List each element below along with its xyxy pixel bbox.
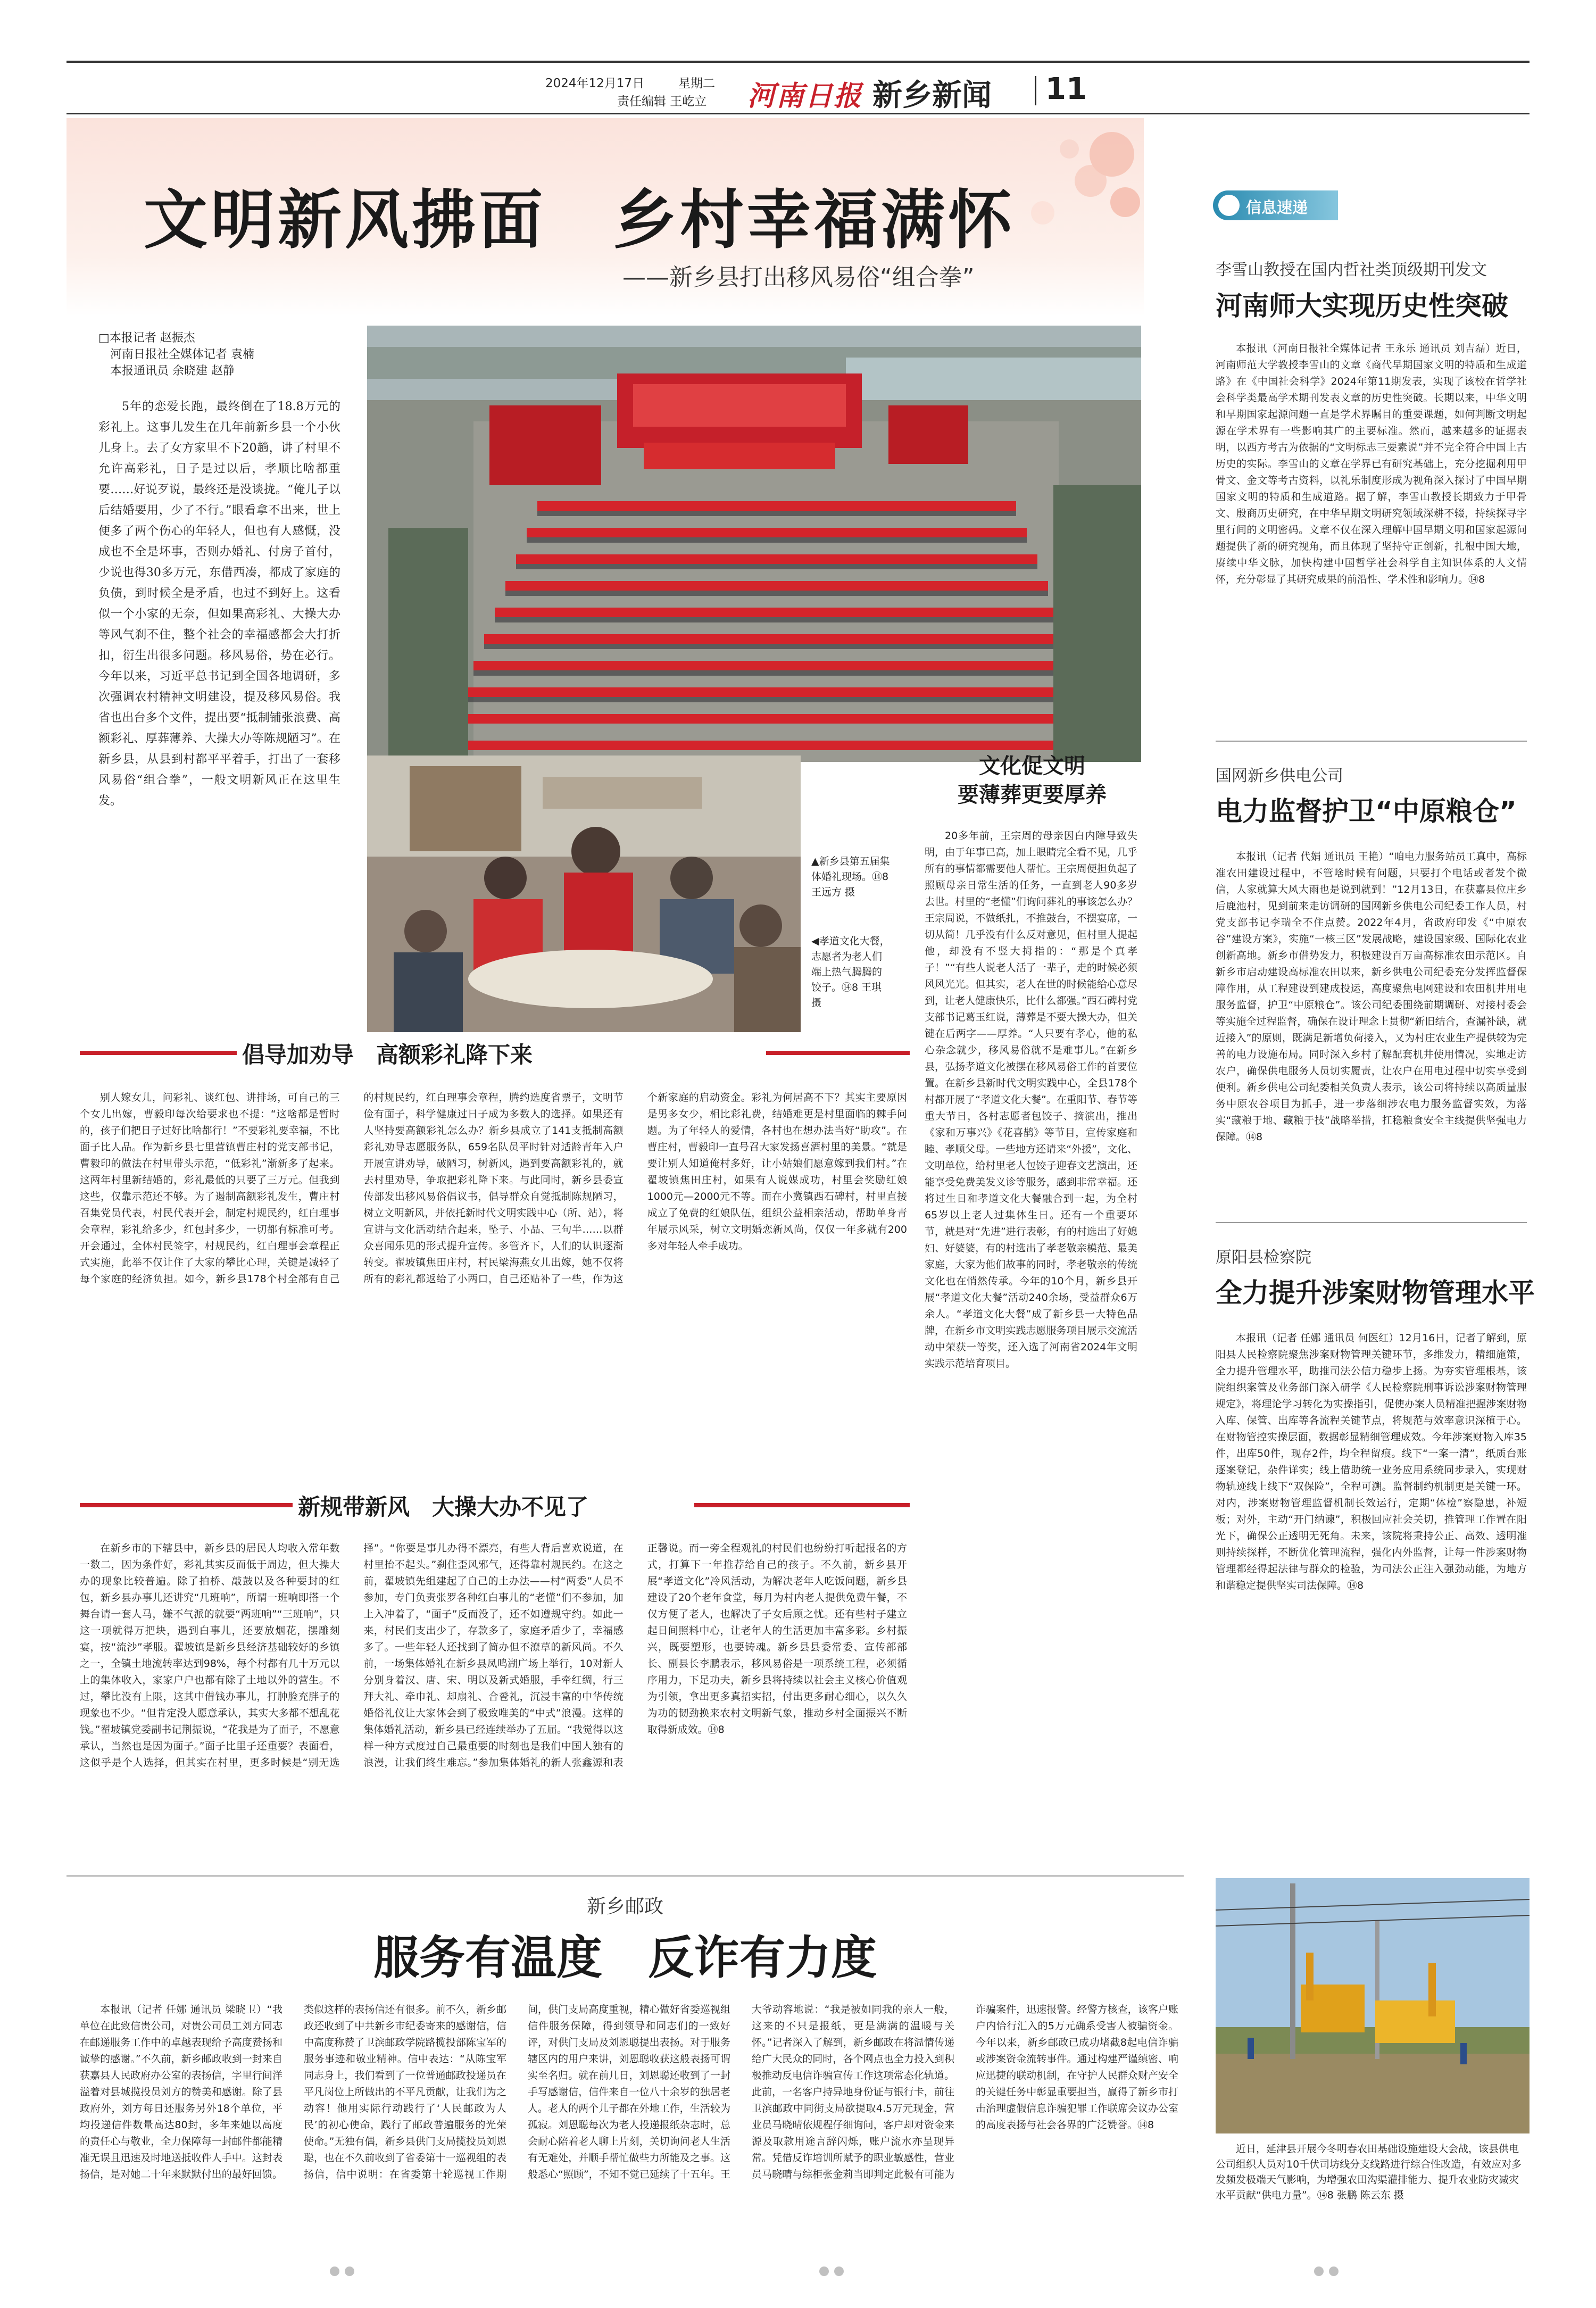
sidebar-banner	[1213, 190, 1338, 220]
sidebar-item-2-title: 电力监督护卫“中原粮仓”	[1216, 796, 1517, 827]
byline-line-2: 河南日报社全媒体记者 袁楠	[110, 348, 254, 361]
sidebar-item-3-kicker: 原阳县检察院	[1216, 1248, 1311, 1267]
culture-section-subtitle: 要薄葬更要厚养	[958, 783, 1107, 807]
postal-headline: 服务有温度 反诈有力度	[373, 1931, 877, 1985]
feature-headline: 文明新风拂面 乡村幸福满怀	[144, 182, 1015, 258]
sidebar-item-2-kicker: 国网新乡供电公司	[1216, 767, 1343, 785]
new-rules-title-bar-left	[80, 1503, 293, 1507]
new-rules-section-body: 在新乡市的下辖县中，新乡县的居民人均收入常年数一数二，因为条件好，彩礼其实反而低于周边，但大操大办的现象比较普遍。除了拍桥、敲鼓以及各种要封的红包，新乡县办事儿还讲究“几班响”，所谓一班响即搭一个舞台请一套人马，嫌不气派的就要“两班响”“三班响”，只这一项就得万把块，遇到白事儿，还要放烟花，摆雕刻宴，按“流沙”孝服。翟坡镇是新乡县经济基础较好的乡镇之一，全镇土地流转率达到98%，每个村都有几十万元以上的集体收入，家家户户也都有除了土地以外的营生。不过，攀比没有上限，这其中借钱办事儿，打肿脸充胖子的现象也不少。“但肯定没人愿意承认，其实大多都不想乱花钱。”翟坡镇党委副书记荆振说，“花我是为了面子，不愿意承认，当然也是因为面子。”面子比里子还重要？表面看，这似乎是个人选择，但其实在村里，更多时候是“别无选择”。“你要是事儿办得不漂亮，有些人背后喜欢说道，在村里抬不起头。”刹住歪风邪气，还得靠村规民约。在这之前，翟坡镇先组建起了自己的土办法——村“两委”人员不参加，专门负责张罗各种红白事儿的“老懂”们不参加，加上入冲着了，“面子”反而没了，还不如遵规守约。如此一来，村民们支出少了，存款多了，家庭矛盾少了，幸福感多了。一些年轻人还找到了简办但不潦草的新风尚。不久前，一场集体婚礼在新乡县凤鸣湖广场上举行，10对新人分别身着汉、唐、宋、明以及新式婚服，手牵红绸，行三拜大礼、牵巾礼、却扇礼、合卺礼，沉浸丰富的中华传统婚俗礼仪让大家体会到了极致唯美的“中式”浪漫。这样的集体婚礼活动，新乡县已经连续举办了五届。“我觉得以这样一种方式度过自己最重要的时刻也是我们中国人独有的浪漫，让我们终生难忘。”参加集体婚礼的新人张鑫源和表正馨说。而一旁全程观礼的村民们也纷纷打听起报名的方式，打算下一年推荐给自己的孩子。不久前，新乡县开展“孝道文化”冷风活动，为解决老年人吃饭问题，新乡县建设了20个老年食堂，每月为村内老人提供免费午餐，不仅方便了老人，也解决了子女后顾之忧。还有些村子建立起日间照料中心，让老年人的生活更加丰富多彩。乡村振兴，既要塑形，也要铸魂。新乡县县委常委、宣传部部长、副县长李鹏表示，移风易俗是一项系统工程，必须循序用力，下足功夫，新乡县将持续以社会主义核心价值观为引领，拿出更多真招实招，付出更多耐心细心，以久久为功的韧劲换来农村文明新气象，推动乡村全面振兴不断取得新成效。⑭8	[80, 1542, 907, 1769]
culture-section-title: 文化促文明	[979, 754, 1085, 778]
sidebar-rule-2	[1216, 1222, 1527, 1223]
paper-logo: 河南日报	[747, 80, 863, 112]
byline-line-3: 本报通讯员 余晓建 赵静	[110, 364, 235, 378]
footer-dots-left	[330, 2267, 354, 2278]
feature-subhead: ——新乡县打出移风易俗“组合拳”	[622, 264, 975, 291]
power-line-photo	[1216, 1878, 1530, 2133]
sidebar-item-1-title: 河南师大实现历史性突破	[1216, 290, 1508, 321]
bride-price-title-bar-right	[766, 1051, 910, 1055]
bride-price-section-title: 倡导加劝导 高额彩礼降下来	[242, 1042, 533, 1068]
masthead-rule	[66, 113, 1530, 114]
power-line-photo-caption: 近日，延津县开展今冬明春农田基础设施建设大会战，该县供电公司组织人员对10千伏司坊线分支线路进行综合性改造，有效应对多发频发极端天气影响，为增强农田沟渠灌排能力、提升农业防灾减灾水平贡献“供电力量”。⑭8 张鹏 陈云东 摄	[1216, 2143, 1522, 2201]
dumpling-photo-caption: ◀孝道文化大餐，志愿者为老人们端上热气腾腾的饺子。⑭8 王琪 摄	[811, 935, 890, 1009]
postal-body: 本报讯（记者 任娜 通讯员 梁晓卫）“我单位在此致信贵公司，对贵公司员工刘方同志在邮递服务工作中的卓越表现给予高度赞扬和诚挚的感谢。”不久前，新乡邮政收到一封来自获嘉县人民政府办公室的表扬信，字里行间洋溢着对县城揽投员刘方的赞美和感谢。除了县政府外，刘方每日还服务另外18个单位，平均投递信件数量高达80封，多年来她以高度的责任心与敬业，全力保障每一封邮件都能精准无误且迅速及时地送抵收件人手中。这封表扬信，是对她二十年来默默付出的最好回馈。类似这样的表扬信还有很多。前不久，新乡邮政还收到了中共新乡市纪委寄来的感谢信，信中高度称赞了卫滨邮政学院路揽投部陈宝军的服务事迹和敬业精神。信中表达：“从陈宝军同志身上，我们看到了一位普通邮政投递员在平凡岗位上所做出的不平凡贡献，让我们为之动容！他用实际行动践行了‘人民邮政为人民’的初心使命，践行了邮政普遍服务的光荣使命。”无独有偶，新乡县供门支局揽投员刘恩聪，也在不久前收到了省委第十一巡视组的表扬信，信中说明：在省委第十轮巡视工作期间，供门支局高度重视，精心做好省委巡视组信件服务保障，得到领导和同志们的一致好评，对供门支局及刘恩聪提出表扬。对于服务辖区内的用户来讲，刘恩聪收获这般表扬可谓实至名归。就在前几日，刘恩聪还收到了一封手写感谢信，信件来自一位八十余岁的独居老人。老人的两个儿子都在外地工作，生活较为孤寂。刘恩聪每次为老人投递报纸杂志时，总会耐心陪着老人聊上片刻，关切询问老人生活有无难处，并顺手帮忙做些力所能及之事。这般悉心“照顾”，不知不觉已延续了十五年。王大爷动容地说：“我是被如同我的亲人一般，这来的不只是报纸，更是满满的温暖与关怀。”记者深入了解到，新乡邮政在将温情传递给广大民众的同时，各个网点也全力投入到积极推动反电信诈骗宣传工作这项常态化轨道。此前，一名客户持异地身份证与银行卡，前往卫滨邮政中同街支局欲提取4.5万元现金，营业员马晓晴依规程仔细询问，客户却对资金来源及取款用途言辞闪烁，账户流水亦呈现异常。凭借反诈培训所赋予的职业敏感性，营业员马晓晴与综柜张金莉当即判定此极有可能为诈骗案件，迅速报警。经警方核查，该客户账户内恰行汇入的5万元确系受害人被骗资金。今年以来，新乡邮政已成功堵截8起电信诈骗或涉案资金流转事件。通过构建严谨缜密、响应迅捷的联动机制，在守护人民群众财产安全的关键任务中彰显重要担当，赢得了新乡市打击治理虚假信息诈骗犯罪工作联席会议办公室的高度表扬与社会各界的广泛赞誉。⑭8	[80, 2004, 1178, 2180]
footer-dots-right	[1314, 2267, 1339, 2278]
postal-top-rule	[66, 1875, 1184, 1877]
sidebar-item-1-kicker: 李雪山教授在国内哲社类顶级期刊发文	[1216, 261, 1487, 279]
masthead-divider	[1035, 76, 1036, 105]
sidebar-item-2-body: 本报讯（记者 代娟 通讯员 王艳）“咱电力服务站员工真中，高标准农田建设过程中，不管啥时候有问题，只要打个电话或者发个微信，人家就算大风大雨也是说到就到！”12月13日，在获嘉县位庄乡后鹿池村，见到前来走访调研的国网新乡供电公司纪委工作人员，村党支部书记李瑞全不住点赞。2022年4月，省政府印发《“中原农谷”建设方案》，实施“一核三区”发展战略，建设国家级、国际化农业创新高地。新乡市借势发力，积极建设百万亩高标准农田示范区。自新乡市启动建设高标准农田以来，新乡供电公司纪委充分发挥监督保障作用，从工程建设到建成投运，高度聚焦电网建设和农田机井用电服务监督，护卫“中原粮仓”。该公司纪委围绕前期调研、对接村委会等实施全过程监督，确保在设计理念上贯彻“新旧结合，查漏补缺，就近接入”的原则，既满足新增负荷接入，又为村庄农业生产提供较为完善的电力设施布局。同时深入乡村了解配套机井使用情况，实地走访农户，确保供电服务人员切实履责，让农户在用电过程中切实享受到便利。新乡供电公司纪委相关负责人表示，该公司将持续以高质量服务中原农谷项目为抓手，进一步落细涉农电力服务监督实效，为落实“藏粮于地、藏粮于技”战略举措，扛稳粮食安全主线提供坚强电力保障。⑭8	[1216, 851, 1527, 1143]
issue-date: 2024年12月17日	[545, 77, 645, 90]
wedding-photo-caption: ▲新乡县第五届集体婚礼现场。⑭8 王远方 摄	[811, 856, 890, 898]
culture-section-body: 20多年前，王宗周的母亲因白内障导致失明，由于年事已高，加上眼睛完全看不见，几乎所有的事情都需要他人帮忙。王宗周便担负起了照顾母亲日常生活的任务，一直到老人90多岁去世。村里的“老懂”们询问葬礼的事该怎么办？王宗周说，不做纸扎，不推鼓台，不摆宴席，一切从简！几乎没有什么反对意见，但村里人提起他，却没有不竖大拇指的：“那是个真孝子！”“有些人说老人活了一辈子，走的时候必须风风光光。但其实，老人在世的时候能给心意尽到，让老人健康快乐，比什么都强。”西石碑村党支部书记葛玉红说，薄葬是不要大操大办，但关键在后两字——厚养。“人只要有孝心，他的私心杂念就少，移风易俗就不是难事儿。”在新乡县，弘扬孝道文化被摆在移风易俗工作的首要位置。在新乡县新时代文明实践中心，全县178个村都开展了“孝道文化大餐”。在重阳节、春节等重大节日，各村志愿者包饺子、摘演出，推出《家和万事兴》《花喜鹊》等节目，宣传家庭和睦、孝顺父母。一些地方还请来“外援”，文化、文明单位，给村里老人包饺子迎春文艺演出，还能享受免费美发义诊等服务，感到非常幸福。还将过生日和孝道文化大餐融合到一起，为全村65岁以上老人过集体生日。还有一个重要环节，就是对“先进”进行表彰，有的村选出了好媳妇、好婆婆，有的村选出了孝老敬亲模范、最美家庭，大家为他们故事的同时，孝老敬亲的传统文化也在悄然传承。今年的10个月，新乡县开展“孝道文化大餐”活动240余场，受益群众6万余人。“孝道文化大餐”成了新乡县一大特色品牌，在新乡市文明实践志愿服务项目展示交流活动中荣获一等奖，还入选了河南省2024年文明实践示范培育项目。	[925, 830, 1137, 1369]
sidebar-item-3-body: 本报讯（记者 任娜 通讯员 何医红）12月16日，记者了解到，原阳县人民检察院聚焦涉案财物管理关键环节，多维发力，精细施策，全力提升管理水平，助推司法公信力稳步上扬。为夯实管理根基，该院组织案管及业务部门深入研学《人民检察院刑事诉讼涉案财物管理规定》，将理论学习转化为实操指引，促使办案人员精准把握涉案财物入库、保管、出库等各流程关键节点，将规范与效率意识深植于心。在财物管控实操层面，数据彰显精细管理成效。今年涉案财物入库35件，出库50件，现存2件，均全程留痕。线下“一案一清”，纸质台账逐案登记，杂件详实；线上借助统一业务应用系统同步录入，实现财物轨迹线上线下“双保险”，全程可溯。监督制约机制更是关键一环。对内，涉案财物管理监督机制长效运行，定期“体检”察隐患，补短板；对外，主动“开门纳谏”，积极回应社会关切，推管理工作置在阳光下，确保公正透明无死角。未来，该院将秉持公正、高效、透明准则持续探样，不断优化管理流程，强化内外监督，让每一件涉案财物管理都经得起法律与群众的检验，为司法公正注入强劲动能，为地方和谐稳定提供坚实司法保障。⑭8	[1216, 1332, 1527, 1591]
decorative-flowers	[1011, 122, 1144, 261]
bride-price-title-bar-left	[80, 1051, 237, 1055]
byline	[98, 330, 254, 379]
new-rules-section-title: 新规带新风 大操大办不见了	[298, 1494, 589, 1520]
byline-line-1: □本报记者 赵振杰	[98, 331, 195, 345]
sidebar-item-3-title: 全力提升涉案财物管理水平	[1216, 1277, 1535, 1308]
section-name: 新乡新闻	[872, 78, 992, 113]
dumpling-volunteers-photo	[367, 756, 801, 1032]
bride-price-section-body: 别人嫁女儿，问彩礼、谈红包、讲排场，可自己的三个女儿出嫁，曹毅印每次给要求也不提：“这啥都是暂时的，孩子们把日子过好比啥都行！”不要彩礼要幸福，不比面子比人品。作为新乡县七里营镇曹庄村的党支部书记，曹毅印的做法在村里带头示范，“低彩礼”渐新多了起来。这两年村里新结婚的，彩礼最低的只要了三万元。但我到这些，仅靠示范还不够。为了遏制高额彩礼发生，曹庄村召集党员代表，村民代表开会，制定村规民约，红白理事会章程，彩礼给多少，红包封多少，一切都有标准可考。开会通过，全体村民签字，村规民约，红白理事会章程正式实施，此举不仅让住了大家的攀比心理，关键是减轻了每个家庭的经济负担。如今，新乡县178个村全部有自己的村规民约，红白理事会章程，腾约选度省票子，文明节俭有面子，科学健康过日子成为多数人的选择。如果还有人坚持要高额彩礼怎么办？新乡县成立了141支抵制高额彩礼劝导志愿服务队，659名队员平时针对适龄青年入户开展宣讲劝导，破陋习，树新风，遇到要高额彩礼的，就去村里劝导，争取把彩礼降下来。与此同时，新乡县委宣传部发出移风易俗倡议书，倡导群众自觉抵制陈规陋习，树立文明新风，并依托新时代文明实践中心（所、站），将宣讲与文化活动结合起来，坠子、小品、三句半……以群众喜闻乐见的形式提升宣传。多管齐下，人们的认识逐渐转变。翟坡镇焦田庄村，村民梁海燕女儿出嫁，她不仅将所有的彩礼都返给了小两口，自己还贴补了一些，作为这个新家庭的启动资金。彩礼为何居高不下？其实主要原因是男多女少，相比彩礼费，结婚难更是村里面临的棘手问题。为了年轻人的爱情，各村也在想办法当好“助攻”。在曹庄村，曹毅印一直号召大家发扬喜酒村里的美景。“就是要让别人知道俺村多好，让小姑娘们愿意嫁到我们村。”在翟坡镇焦田庄村，如果有人说媒成功，村里会奖励红娘1000元—2000元不等。而在小冀镇西石碑村，村里直接成立了免费的红娘队伍，组织公益相亲活动，帮助单身青年展示风采，树立文明婚恋新风尚，仅仅一年多就有200多对年轻人牵手成功。	[80, 1092, 907, 1285]
info-flash-icon	[1218, 195, 1240, 216]
new-rules-title-bar-right	[694, 1503, 910, 1507]
issue-weekday: 星期二	[678, 77, 715, 90]
responsible-editor: 责任编辑 王屹立	[617, 95, 707, 109]
postal-kicker: 新乡邮政	[586, 1896, 663, 1917]
page-number: 11	[1045, 72, 1087, 106]
feature-lead-text: 5年的恋爱长跑，最终倒在了18.8万元的彩礼上。这事儿发生在几年前新乡县一个小伙儿身上。去了女方家里不下20趟，讲了村里不允许高彩礼，日子是过以后，孝顺比啥都重要……好说歹说，最终还是没谈拢。“俺儿子以后结婚要用，少了不行。”眼看拿不出来，世上便多了两个伤心的年轻人，但也有人感慨，没成也不全是坏事，否则办婚礼、付房子首付，少说也得30多万元，东借西凑，都成了家庭的负债，到时候全是矛盾，也过不到好上。这看似一个小家的无奈，但如果高彩礼、大操大办等风气刹不住，整个社会的幸福感都会大打折扣，衍生出很多问题。移风易俗，势在必行。今年以来，习近平总书记到全国各地调研，多次强调农村精神文明建设，提及移风易俗。我省也出台多个文件，提出要“抵制铺张浪费、高额彩礼、厚葬薄养、大操大办等陈规陋习”。在新乡县，从县到村都平平着手，打出了一套移风易俗“组合拳”，一般文明新风正在这里生发。	[98, 400, 340, 808]
sidebar-rule-1	[1216, 741, 1527, 742]
group-wedding-photo	[367, 326, 1141, 762]
sidebar-banner-label: 信息速递	[1246, 198, 1308, 217]
top-rule	[66, 61, 1530, 63]
footer-dots-center	[819, 2267, 844, 2278]
sidebar-item-1-body: 本报讯（河南日报社全媒体记者 王永乐 通讯员 刘吉磊）近日，河南师范大学教授李雪山的文章《商代早期国家文明的特质和生成道路》在《中国社会科学》2024年第11期发表，实现了该校在哲学社会科学类最高学术期刊发表文章的历史性突破。长期以来，中华文明和早期国家起源问题一直是学术界瞩目的重要课题，如何判断文明起源在学术界有一些影响其广的主要标准。然而，越来越多的证据表明，以西方考古为依据的“文明标志三要素说”并不完全符合中国上古历史的实际。李雪山的文章在学界已有研究基础上，充分挖掘利用甲骨文、金文等考古资料，以礼乐制度形成为视角深入探讨了中国早期国家文明的特质和生成道路。据了解，李雪山教授长期致力于甲骨文、殷商历史研究，在中华早期文明研究领域深耕不辍，持续探寻字里行间的文明密码。文章不仅在深入理解中国早期文明和国家起源问题提供了新的研究视角，而且体现了坚持守正创新，扎根中国大地，赓续中华文脉，加快构建中国哲学社会科学自主知识体系的人文情怀，充分彰显了其研究成果的前沿性、学术性和影响力。⑭8	[1216, 343, 1527, 585]
